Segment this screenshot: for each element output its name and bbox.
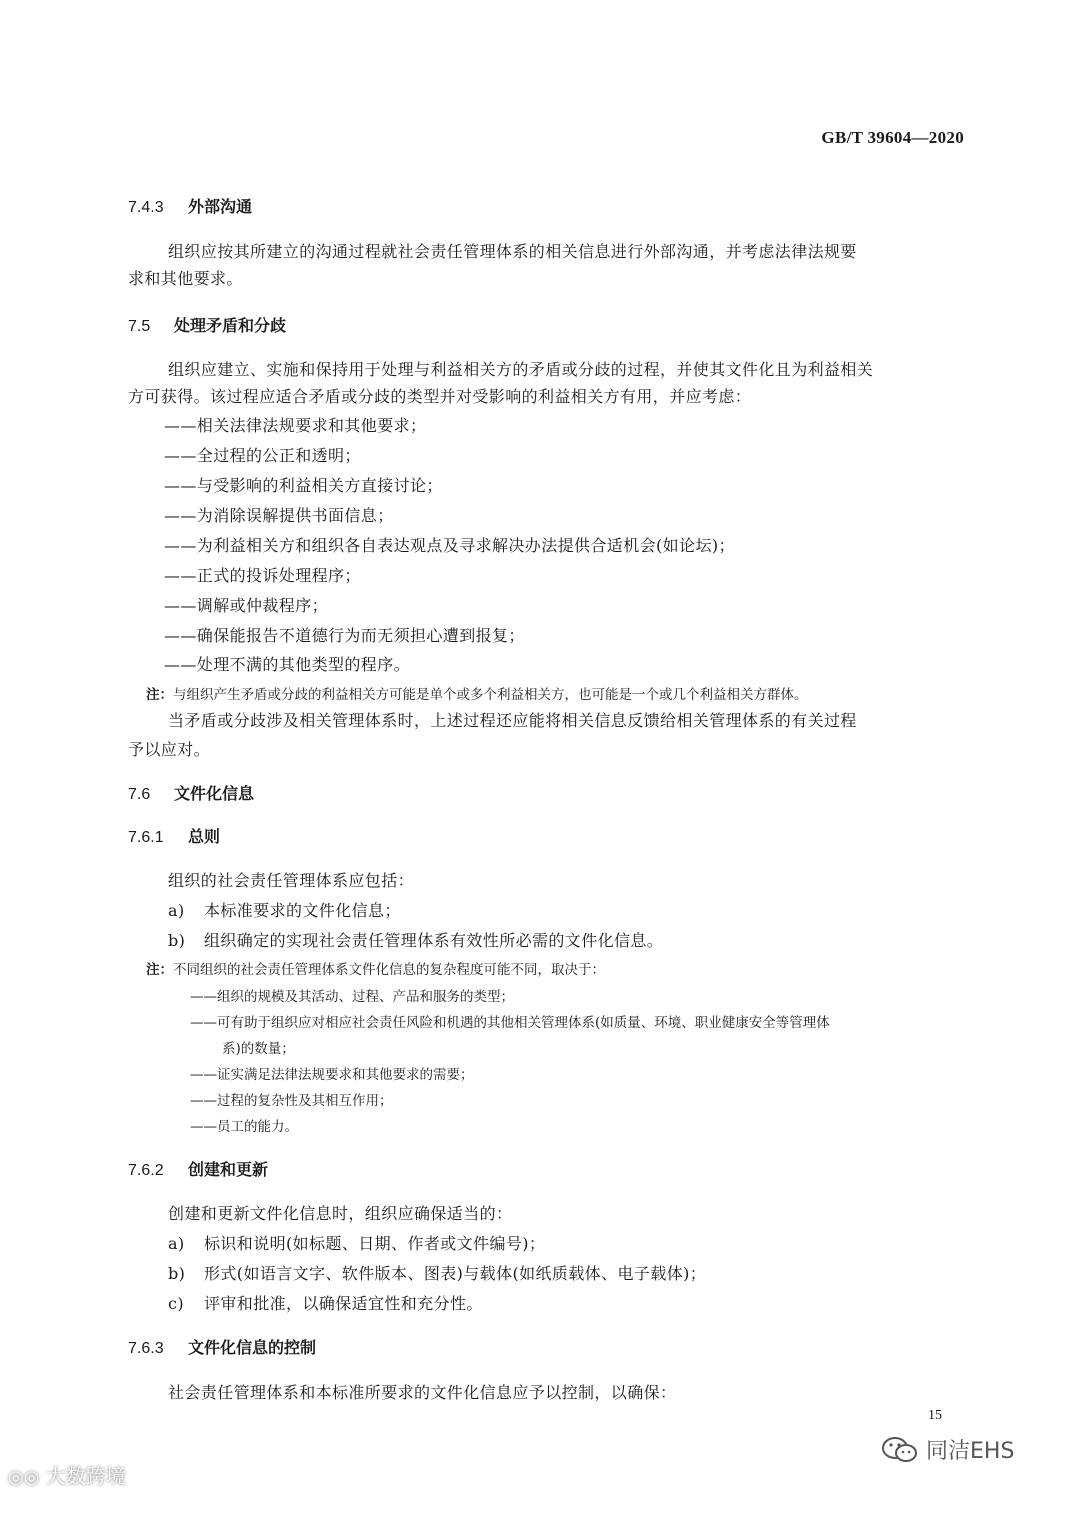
paragraph: 予以应对。 xyxy=(128,740,211,759)
note-text: 不同组织的社会责任管理体系文件化信息的复杂程度可能不同，取决于： xyxy=(173,962,605,978)
note-list-item: ——员工的能力。 xyxy=(190,1119,298,1135)
note-list-item: ——过程的复杂性及其相互作用； xyxy=(190,1093,393,1109)
watermark-right-text: 同洁EHS xyxy=(926,1439,1015,1464)
watermark-left-text: 大数跨境 xyxy=(45,1464,126,1488)
list-item xyxy=(168,928,663,951)
note-label: 注： xyxy=(146,687,173,703)
heading-number: 7.6 xyxy=(128,786,151,803)
list-item: ——为消除误解提供书面信息； xyxy=(164,506,394,525)
standard-number: GB/T 39604—2020 xyxy=(821,128,964,147)
heading-title: 处理矛盾和分歧 xyxy=(174,316,287,335)
page-number: 15 xyxy=(928,1408,942,1423)
list-text: 标识和说明(如标题、日期、作者或文件编号)； xyxy=(204,1234,546,1253)
wechat-icon xyxy=(880,1435,920,1465)
paragraph: 创建和更新文件化信息时，组织应确保适当的： xyxy=(168,1204,513,1223)
heading-7-6-2 xyxy=(128,1157,268,1180)
heading-7-6 xyxy=(128,781,254,804)
paragraph: 组织应按其所建立的沟通过程就社会责任管理体系的相关信息进行外部沟通，并考虑法律法规要 xyxy=(168,242,857,261)
list-item xyxy=(168,1291,483,1314)
paragraph: 方可获得。该过程应适合矛盾或分歧的类型并对受影响的利益相关方有用，并应考虑： xyxy=(128,387,752,406)
heading-title: 总则 xyxy=(188,827,221,846)
heading-7-5 xyxy=(128,313,286,336)
list-item: ——全过程的公正和透明； xyxy=(164,446,361,465)
list-marker: c) xyxy=(168,1294,185,1313)
list-text: 本标准要求的文件化信息； xyxy=(204,901,401,920)
heading-7-6-3 xyxy=(128,1335,316,1358)
heading-number: 7.4.3 xyxy=(128,199,164,216)
heading-title: 外部沟通 xyxy=(188,197,253,216)
heading-title: 文件化信息的控制 xyxy=(188,1338,317,1357)
list-item xyxy=(168,1231,545,1254)
list-item: ——为利益相关方和组织各自表达观点及寻求解决办法提供合适机会(如论坛)； xyxy=(164,536,735,555)
list-text: 组织确定的实现社会责任管理体系有效性所必需的文件化信息。 xyxy=(204,931,664,950)
list-text: 形式(如语言文字、软件版本、图表)与载体(如纸质载体、电子载体)； xyxy=(204,1264,707,1283)
watermark-left xyxy=(8,1460,126,1489)
list-marker: a) xyxy=(168,901,185,920)
list-item xyxy=(168,898,401,921)
list-item: ——与受影响的利益相关方直接讨论； xyxy=(164,476,443,495)
heading-7-4-3 xyxy=(128,194,252,217)
watermark-right xyxy=(880,1434,1014,1465)
paragraph: 社会责任管理体系和本标准所要求的文件化信息应予以控制，以确保： xyxy=(168,1383,677,1402)
note xyxy=(146,683,808,703)
paragraph: 求和其他要求。 xyxy=(128,269,243,288)
list-item: ——调解或仲裁程序； xyxy=(164,596,329,615)
list-text: 评审和批准，以确保适宜性和充分性。 xyxy=(204,1294,483,1313)
list-item xyxy=(168,1261,706,1284)
list-marker: b) xyxy=(168,1264,186,1283)
paragraph: 当矛盾或分歧涉及相关管理体系时，上述过程还应能将相关信息反馈给相关管理体系的有关过程 xyxy=(168,711,857,730)
heading-number: 7.5 xyxy=(128,318,151,335)
heading-number: 7.6.2 xyxy=(128,1162,164,1179)
watermark-logo-icon: ◎◎ xyxy=(8,1467,40,1488)
paragraph: 组织的社会责任管理体系应包括： xyxy=(168,871,415,890)
list-item: ——确保能报告不道德行为而无须担心遭到报复； xyxy=(164,626,525,645)
heading-number: 7.6.3 xyxy=(128,1340,164,1357)
list-item: ——相关法律法规要求和其他要求； xyxy=(164,416,427,435)
note-list-item: 系)的数量； xyxy=(222,1041,295,1057)
heading-number: 7.6.1 xyxy=(128,829,164,846)
paragraph: 组织应建立、实施和保持用于处理与利益相关方的矛盾或分歧的过程，并使其文件化且为利益相关 xyxy=(168,360,874,379)
heading-7-6-1 xyxy=(128,824,220,847)
list-item: ——处理不满的其他类型的程序。 xyxy=(164,655,411,674)
list-marker: b) xyxy=(168,931,186,950)
heading-title: 创建和更新 xyxy=(188,1160,269,1179)
list-item: ——正式的投诉处理程序； xyxy=(164,566,361,585)
note-text: 与组织产生矛盾或分歧的利益相关方可能是单个或多个利益相关方，也可能是一个或几个利益相关方群体。 xyxy=(173,687,808,703)
heading-title: 文件化信息 xyxy=(174,784,255,803)
note xyxy=(146,958,605,978)
note-label: 注： xyxy=(146,962,173,978)
note-list-item: ——证实满足法律法规要求和其他要求的需要； xyxy=(190,1067,474,1083)
note-list-item: ——可有助于组织应对相应社会责任风险和机遇的其他相关管理体系(如质量、环境、职业健康安全等管理体 xyxy=(190,1015,830,1031)
list-marker: a) xyxy=(168,1234,185,1253)
note-list-item: ——组织的规模及其活动、过程、产品和服务的类型； xyxy=(190,989,514,1005)
